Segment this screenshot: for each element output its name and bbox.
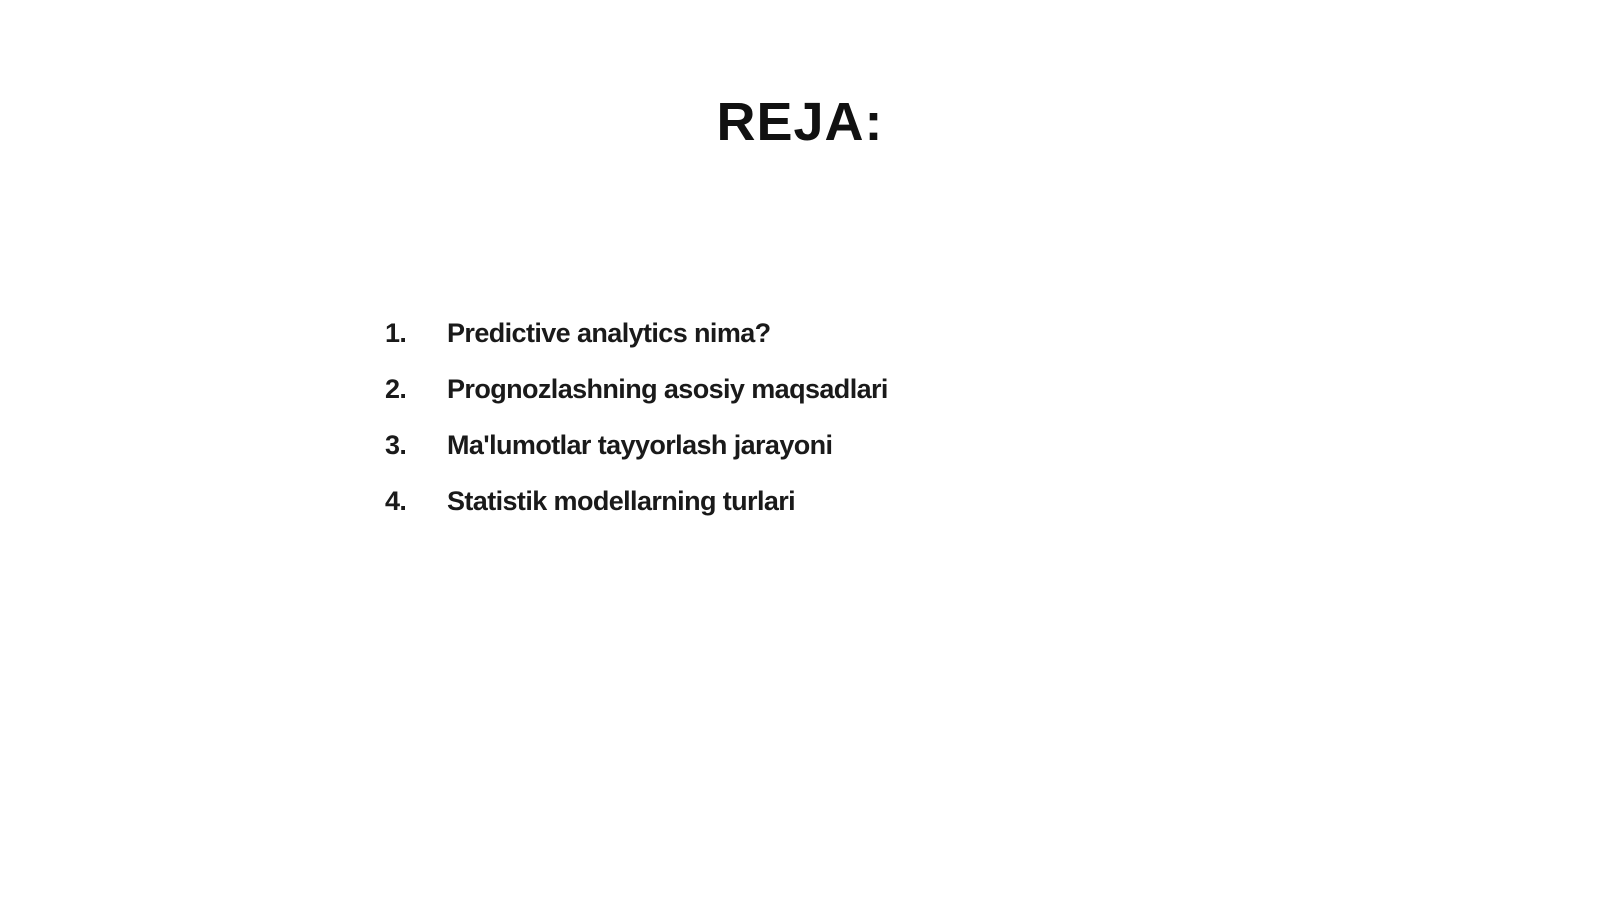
list-item	[385, 318, 888, 374]
list-item-text: Prognozlashning asosiy maqsadlari	[447, 374, 888, 404]
plan-list	[385, 318, 888, 542]
list-item-text: Statistik modellarning turlari	[447, 486, 796, 516]
list-item-number: 1.	[385, 318, 407, 348]
list-item	[385, 486, 888, 542]
list-item-text: Ma'lumotlar tayyorlash jarayoni	[447, 430, 833, 460]
list-item-number: 4.	[385, 486, 407, 516]
list-item	[385, 374, 888, 430]
slide-title: REJA:	[716, 92, 884, 152]
list-item-number: 2.	[385, 374, 407, 404]
list-item	[385, 430, 888, 486]
list-item-text: Predictive analytics nima?	[447, 318, 771, 348]
list-item-number: 3.	[385, 430, 407, 460]
